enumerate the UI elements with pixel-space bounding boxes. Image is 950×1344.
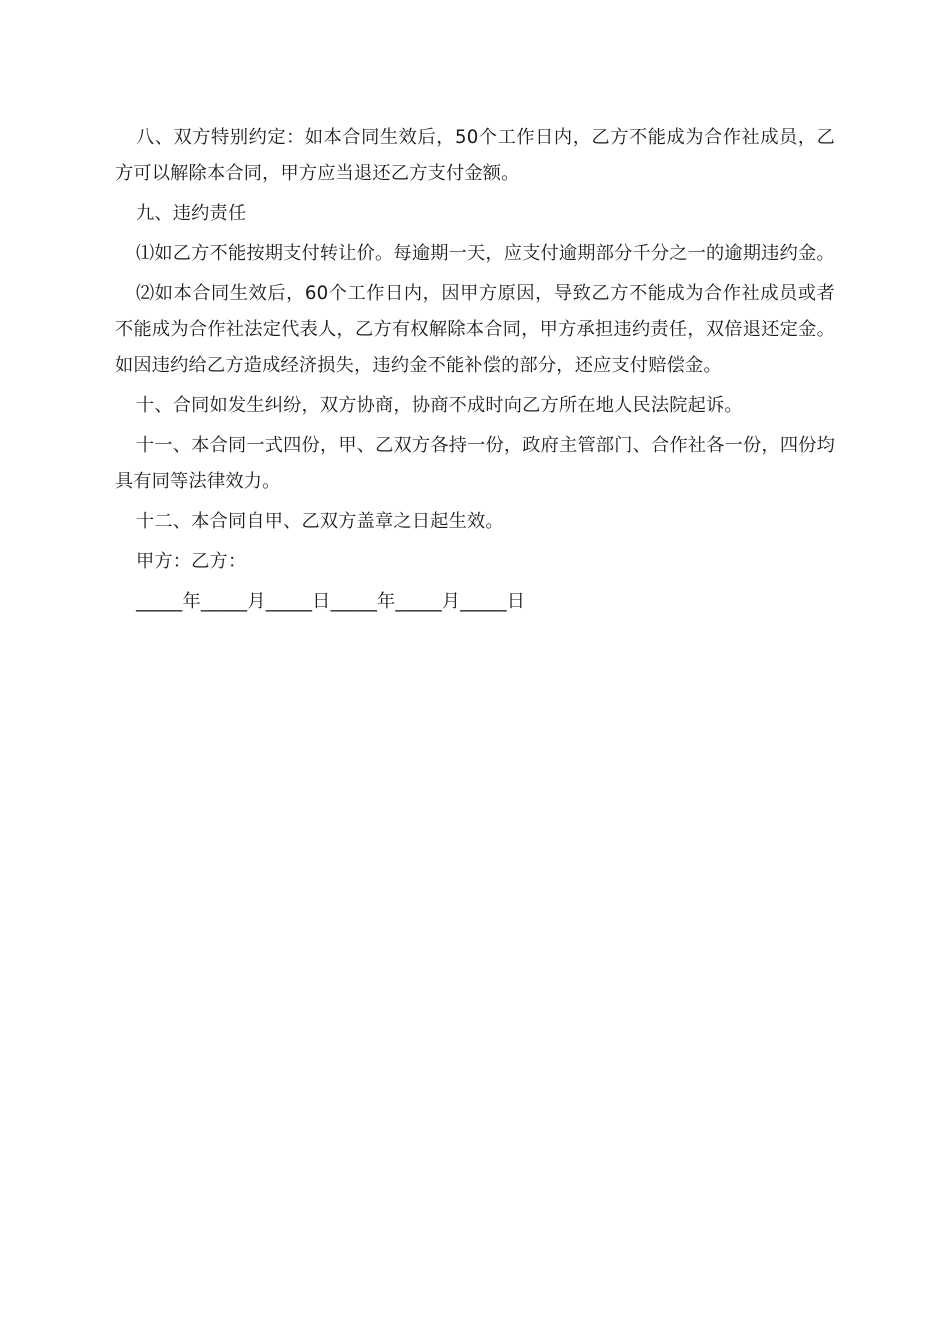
signature-parties: 甲方：乙方： <box>136 551 247 572</box>
clause-9-item-1: ⑴如乙方不能按期支付转让价。每逾期一天，应支付逾期部分千分之一的逾期违约金。 <box>136 243 835 264</box>
clause-9-heading: 九、违约责任 <box>136 203 247 224</box>
clause-11-copies: 十一、本合同一式四份，甲、乙双方各持一份，政府主管部门、合作社各一份，四份均具有同等法律效力。 <box>115 435 835 492</box>
clause-12-effective: 十二、本合同自甲、乙双方盖章之日起生效。 <box>136 511 504 532</box>
clause-9-item-2: ⑵如本合同生效后，60个工作日内，因甲方原因，导致乙方不能成为合作社成员或者不能成为合作社法定代表人，乙方有权解除本合同，甲方承担违约责任，双倍退还定金。如因违约给乙方造成经济损失，违约金不能补偿的部分，还应支付赔偿金。 <box>115 283 835 376</box>
clause-8-special-agreement: 八、双方特别约定：如本合同生效后，50个工作日内，乙方不能成为合作社成员，乙方可以解除本合同，甲方应当退还乙方支付金额。 <box>115 127 835 184</box>
clause-10-disputes: 十、合同如发生纠纷，双方协商，协商不成时向乙方所在地人民法院起诉。 <box>136 395 743 416</box>
document-page <box>115 120 835 624</box>
signature-dates: _____年_____月_____日_____年_____月_____日 <box>136 591 526 612</box>
